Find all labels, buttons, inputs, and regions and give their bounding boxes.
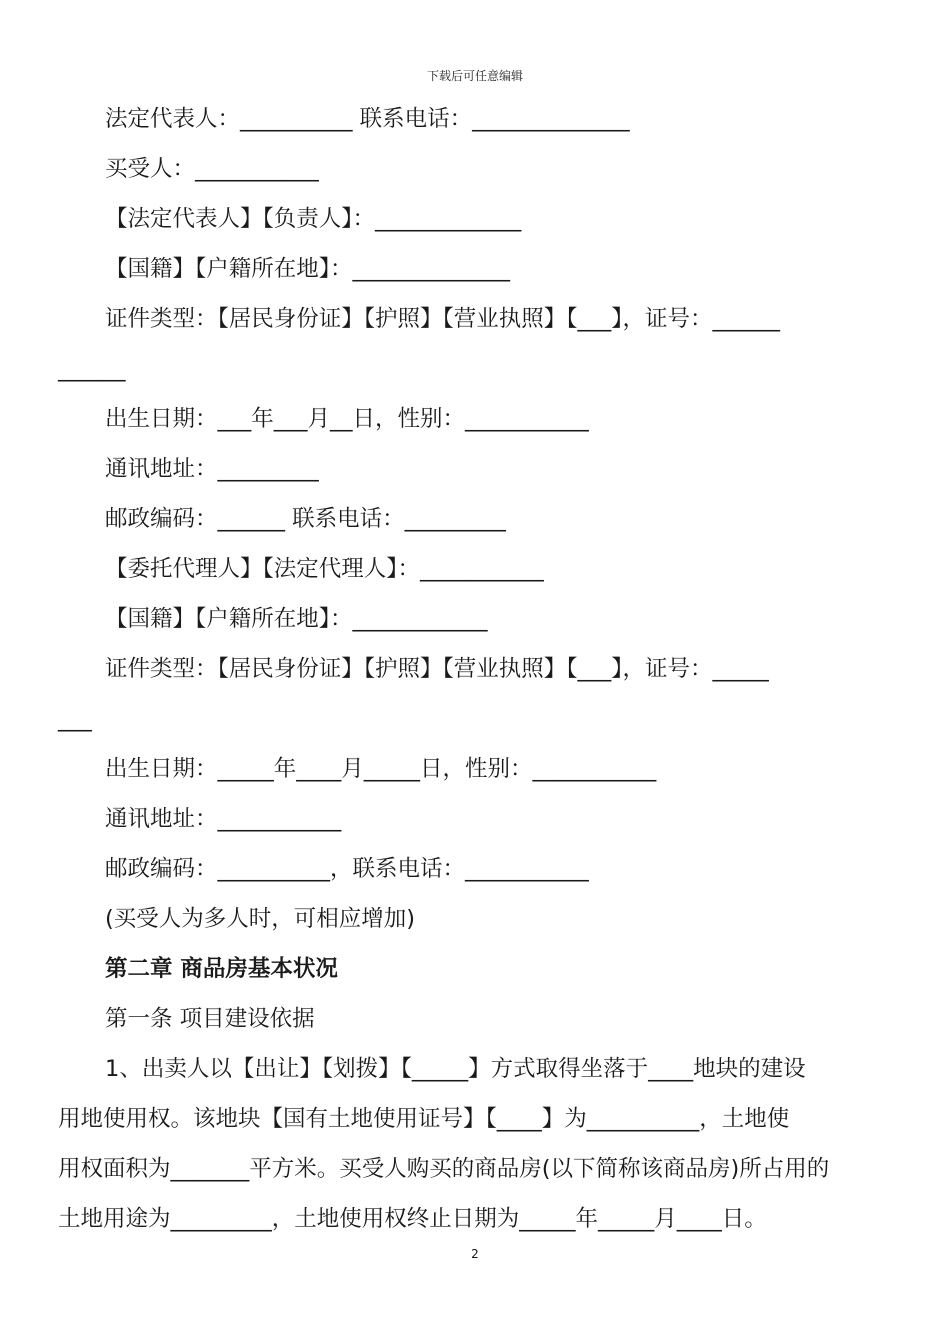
chapter-heading: 第二章 商品房基本状况 <box>105 956 338 982</box>
paragraph-line-4: 土地用途为_________，土地使用权终止日期为_____年_____月____日。 <box>58 1206 767 1232</box>
article-heading: 第一条 项目建设依据 <box>105 1006 315 1032</box>
buyer-address-line: 通讯地址：_________ <box>105 456 319 482</box>
buyer-nationality-line: 【国籍】【户籍所在地】：______________ <box>105 256 511 282</box>
buyer-line: 买受人：___________ <box>105 156 319 182</box>
page-number: 2 <box>471 1247 479 1261</box>
paragraph-line-3: 用权面积为_______平方米。买受人购买的商品房(以下简称该商品房)所占用的 <box>58 1156 830 1182</box>
agent-id-type-line: 证件类型：【居民身份证】【护照】【营业执照】【___】，证号：_____ <box>105 656 769 682</box>
buyer-birthdate-line: 出生日期：___年___月__日，性别：___________ <box>105 406 589 432</box>
buyer-id-continuation: ______ <box>58 356 126 382</box>
buyer-legal-rep-line: 【法定代表人】【负责人】：_____________ <box>105 206 522 232</box>
buyer-postcode-line: 邮政编码：______ 联系电话：_________ <box>105 506 506 532</box>
buyer-id-type-line: 证件类型：【居民身份证】【护照】【营业执照】【___】，证号：______ <box>105 306 781 332</box>
agent-id-continuation: ___ <box>58 706 92 732</box>
seller-legal-rep-line: 法定代表人：__________ 联系电话：______________ <box>105 106 630 132</box>
page-header: 下载后可任意编辑 <box>426 69 523 83</box>
agent-line: 【委托代理人】【法定代理人】：___________ <box>105 556 544 582</box>
agent-nationality-line: 【国籍】【户籍所在地】：____________ <box>105 606 488 632</box>
multiple-buyers-note: (买受人为多人时，可相应增加) <box>105 906 416 932</box>
agent-postcode-line: 邮政编码：__________，联系电话：___________ <box>105 856 589 882</box>
agent-address-line: 通讯地址：___________ <box>105 806 342 832</box>
agent-birthdate-line: 出生日期：_____年____月_____日，性别：___________ <box>105 756 657 782</box>
paragraph-line-1: 1、出卖人以【出让】【划拨】【_____】方式取得坐落于____地块的建设 <box>105 1056 806 1082</box>
paragraph-line-2: 用地使用权。该地块【国有土地使用证号】【____】为__________，土地使 <box>58 1106 790 1132</box>
